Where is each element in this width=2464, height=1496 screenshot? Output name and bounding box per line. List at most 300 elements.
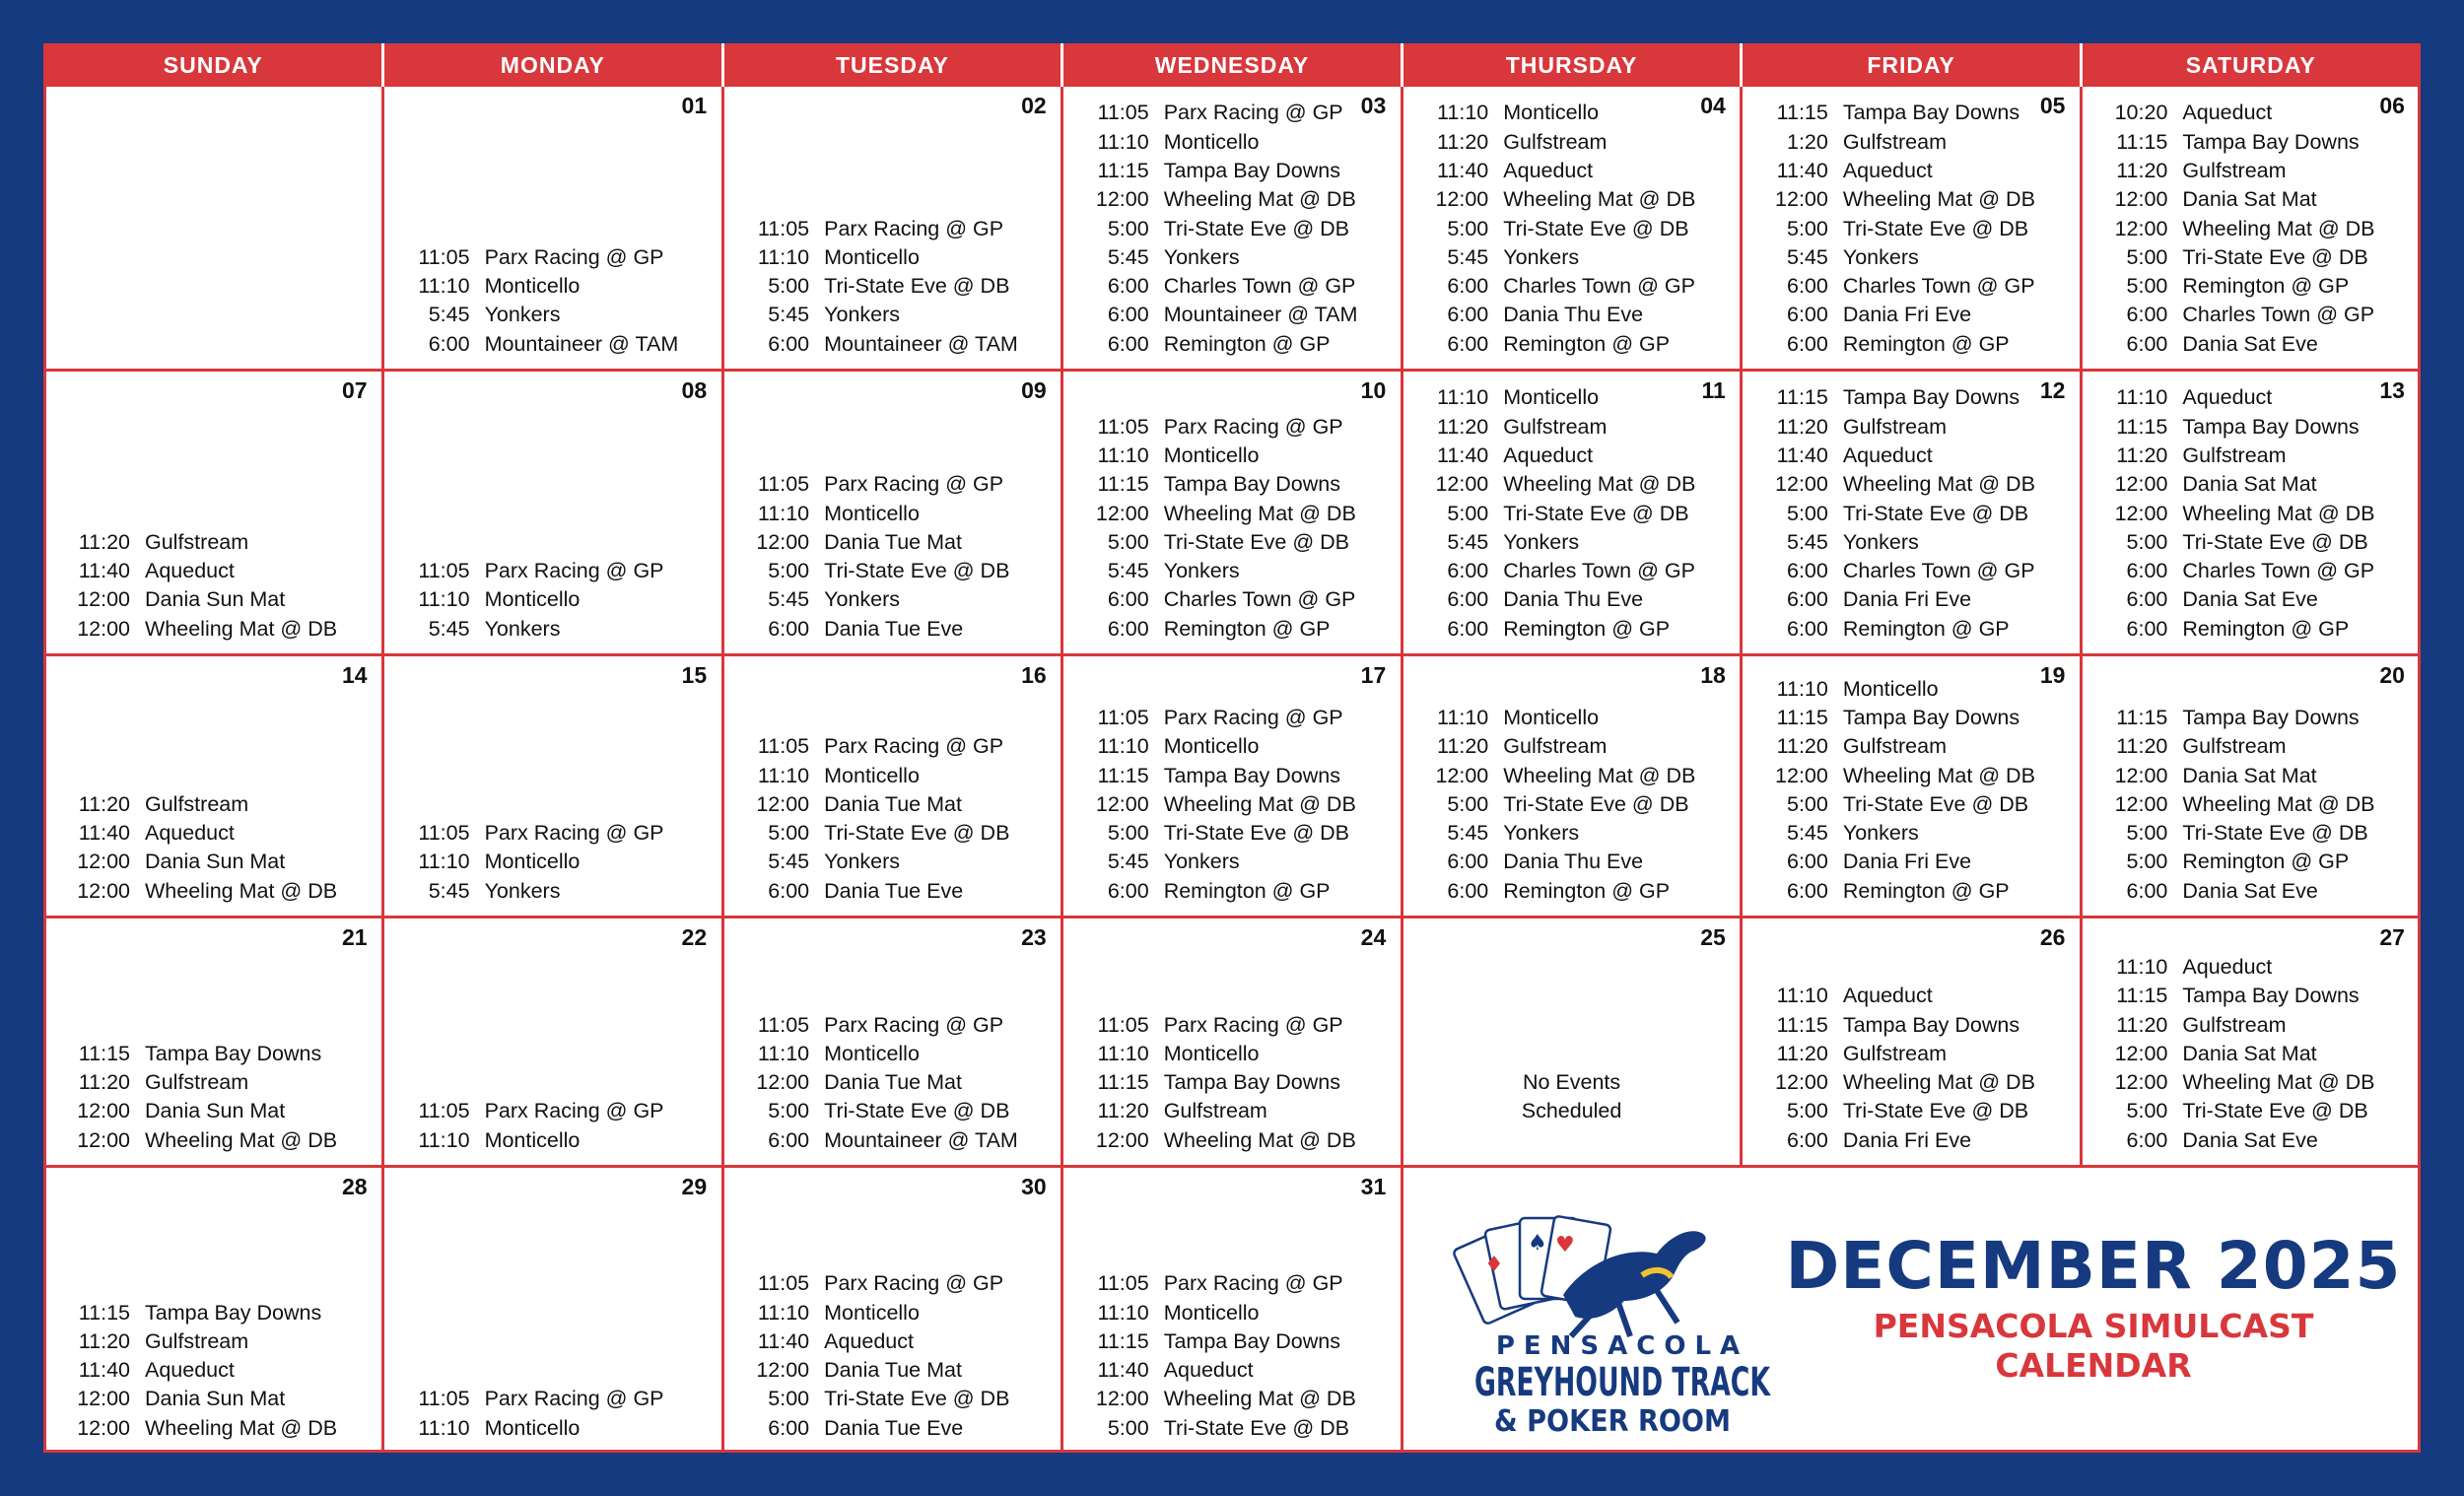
race-event: [43, 819, 383, 848]
day-cell: [1402, 87, 1742, 369]
race-time: 11:10: [418, 587, 470, 612]
race-time: 6:00: [768, 1415, 810, 1440]
race-track: Gulfstream: [2182, 1012, 2287, 1037]
race-event: [2081, 1011, 2421, 1040]
race-event: [1742, 762, 2082, 790]
race-track: Charles Town @ GP: [1503, 274, 1695, 299]
race-time: 12:00: [756, 1358, 810, 1383]
race-event: [1742, 157, 2082, 185]
race-time: 11:20: [1437, 734, 1489, 759]
race-time: 11:15: [1097, 158, 1149, 182]
race-track: Monticello: [1503, 705, 1600, 729]
race-track: Wheeling Mat @ DB: [1163, 1127, 1356, 1152]
race-event: [1402, 848, 1742, 876]
race-track: Tampa Bay Downs: [1163, 158, 1340, 182]
race-time: 11:15: [78, 1300, 130, 1325]
race-time: 5:45: [1107, 244, 1149, 269]
race-track: Parx Racing @ GP: [484, 244, 664, 269]
race-time: 5:00: [1107, 1415, 1149, 1440]
race-track: Dania Tue Mat: [824, 529, 962, 554]
race-time: 11:10: [418, 1415, 470, 1440]
day-number: 30: [1021, 1174, 1047, 1199]
race-time: 12:00: [77, 1127, 130, 1152]
race-track: Tri-State Eve @ DB: [1163, 216, 1349, 240]
race-time: 6:00: [2126, 1127, 2168, 1152]
race-event: [383, 330, 723, 359]
race-track: Dania Sat Eve: [2182, 878, 2318, 903]
race-event: [1742, 128, 2082, 157]
race-track: Yonkers: [1163, 559, 1240, 583]
race-event: [43, 1040, 383, 1068]
race-time: 6:00: [1107, 274, 1149, 299]
race-event: [1742, 470, 2082, 499]
race-event: [722, 848, 1062, 876]
race-event: [1402, 157, 1742, 185]
race-time: 12:00: [2114, 472, 2168, 497]
race-time: 11:05: [418, 821, 470, 846]
race-track: Remington @ GP: [2182, 616, 2350, 641]
race-event: [2081, 99, 2421, 127]
race-track: Parx Racing @ GP: [824, 734, 1004, 759]
race-event: [722, 1068, 1062, 1097]
weekday-header-wednesday: WEDNESDAY: [1154, 52, 1310, 78]
race-track: Gulfstream: [1842, 414, 1947, 439]
grid-row-line: [43, 369, 2421, 372]
day-number: 10: [1360, 377, 1387, 403]
race-track: Tampa Bay Downs: [2182, 984, 2360, 1008]
day-number: 18: [1700, 662, 1726, 688]
race-time: 6:00: [1786, 274, 1828, 299]
race-time: 10:20: [2114, 101, 2168, 125]
day-cell: [2081, 656, 2421, 916]
day-cell: [43, 87, 383, 369]
race-time: 5:00: [768, 559, 810, 583]
race-event: [383, 877, 723, 906]
race-track: Tri-State Eve @ DB: [1842, 1099, 2029, 1123]
race-track: Gulfstream: [2182, 442, 2287, 467]
race-track: Tampa Bay Downs: [145, 1041, 322, 1065]
race-event: [43, 790, 383, 819]
race-event: [722, 215, 1062, 243]
race-event: [1742, 330, 2082, 359]
race-track: Tampa Bay Downs: [2182, 705, 2360, 729]
race-track: Yonkers: [1503, 821, 1580, 846]
race-time: 11:40: [757, 1328, 810, 1353]
race-event: [722, 1040, 1062, 1068]
grid-column-line: [721, 87, 724, 1453]
day-number: 07: [341, 377, 368, 403]
race-event: [1742, 500, 2082, 528]
race-track: Tampa Bay Downs: [2182, 129, 2360, 154]
race-track: Aqueduct: [2182, 101, 2273, 125]
race-track: Aqueduct: [145, 559, 235, 583]
race-time: 11:15: [1776, 101, 1828, 125]
race-track: Wheeling Mat @ DB: [1842, 472, 2035, 497]
race-event: [1062, 1356, 1403, 1385]
day-cell: [1402, 656, 1742, 916]
race-time: 11:20: [78, 791, 130, 816]
race-time: 11:15: [1776, 1012, 1828, 1037]
race-time: 1:20: [1786, 129, 1828, 154]
race-track: Dania Fri Eve: [1842, 303, 1972, 327]
race-event: [1402, 557, 1742, 585]
race-time: 11:20: [78, 1070, 130, 1095]
race-event: [1062, 301, 1403, 329]
race-event: [1062, 762, 1403, 790]
day-number: 12: [2039, 377, 2066, 403]
race-track: Remington @ GP: [1842, 331, 2010, 356]
race-track: Wheeling Mat @ DB: [1503, 763, 1696, 787]
race-event: [383, 301, 723, 329]
race-time: 5:45: [428, 616, 470, 641]
race-event: [722, 790, 1062, 819]
race-event: [1742, 528, 2082, 557]
race-track: Yonkers: [1842, 821, 1919, 846]
grid-column-line: [381, 87, 384, 1453]
race-event: [2081, 215, 2421, 243]
race-track: Parx Racing @ GP: [1163, 1271, 1343, 1296]
race-time: 5:45: [1447, 821, 1489, 846]
race-event: [2081, 528, 2421, 557]
race-event: [1062, 1068, 1403, 1097]
race-event: [1402, 762, 1742, 790]
race-track: Tri-State Eve @ DB: [1163, 529, 1349, 554]
day-number: 16: [1021, 662, 1047, 688]
race-track: Gulfstream: [1163, 1099, 1267, 1123]
race-track: Gulfstream: [145, 1328, 249, 1353]
race-time: 11:40: [1437, 158, 1489, 182]
race-time: 11:20: [2116, 442, 2168, 467]
day-number: 27: [2379, 924, 2405, 950]
day-cell: [2081, 372, 2421, 653]
race-time: 5:00: [1786, 216, 1828, 240]
race-track: Tampa Bay Downs: [1163, 763, 1340, 787]
race-track: Parx Racing @ GP: [484, 821, 664, 846]
race-track: Gulfstream: [145, 1070, 249, 1095]
race-event: [1402, 790, 1742, 819]
race-track: Dania Tue Mat: [824, 1358, 962, 1383]
race-track: Wheeling Mat @ DB: [2182, 791, 2375, 816]
race-time: 6:00: [2126, 616, 2168, 641]
race-time: 11:10: [757, 501, 810, 525]
race-event: [2081, 877, 2421, 906]
race-track: Dania Sat Eve: [2182, 587, 2318, 612]
calendar-grid: [43, 43, 2421, 1453]
weekday-header-thursday: THURSDAY: [1505, 52, 1638, 78]
race-track: Monticello: [484, 274, 581, 299]
race-event: [722, 877, 1062, 906]
race-track: Tampa Bay Downs: [2182, 414, 2360, 439]
day-cell: [1742, 372, 2082, 653]
race-time: 6:00: [1786, 878, 1828, 903]
race-track: Dania Sat Mat: [2182, 472, 2317, 497]
race-track: Mountaineer @ TAM: [1163, 303, 1358, 327]
logo-text-pensacola: PENSACOLA: [1495, 1331, 1749, 1361]
race-track: Wheeling Mat @ DB: [1163, 1387, 1356, 1411]
race-time: 5:00: [2126, 274, 2168, 299]
race-event: [2081, 585, 2421, 614]
day-cell: [43, 918, 383, 1165]
race-event: [1742, 1040, 2082, 1068]
race-time: 11:10: [757, 244, 810, 269]
race-event: [2081, 157, 2421, 185]
race-event: [1742, 615, 2082, 644]
race-time: 5:00: [1107, 529, 1149, 554]
race-track: Monticello: [1163, 442, 1260, 467]
race-time: 11:10: [2116, 954, 2168, 979]
race-event: [1062, 528, 1403, 557]
race-time: 5:45: [1786, 529, 1828, 554]
race-event: [1742, 877, 2082, 906]
race-event: [2081, 330, 2421, 359]
race-event: [1742, 982, 2082, 1010]
race-event: [2081, 982, 2421, 1010]
race-time: 11:15: [1776, 385, 1828, 410]
race-track: Dania Thu Eve: [1503, 850, 1644, 874]
race-time: 11:10: [1097, 1300, 1149, 1325]
race-time: 6:00: [2126, 303, 2168, 327]
race-time: 5:00: [1107, 821, 1149, 846]
race-track: Parx Racing @ GP: [824, 216, 1004, 240]
race-event: [1742, 1126, 2082, 1155]
race-track: Wheeling Mat @ DB: [1503, 187, 1696, 212]
race-time: 11:15: [2116, 414, 2168, 439]
race-track: Tampa Bay Downs: [1842, 1012, 2020, 1037]
day-cell: [722, 1168, 1062, 1453]
race-event: [722, 243, 1062, 272]
race-time: 11:20: [1776, 734, 1828, 759]
race-time: 6:00: [1786, 303, 1828, 327]
race-event: [2081, 704, 2421, 732]
day-cell: [1062, 87, 1403, 369]
race-time: 5:45: [768, 587, 810, 612]
race-event: [383, 848, 723, 876]
race-event: [1062, 848, 1403, 876]
race-track: Tri-State Eve @ DB: [1842, 216, 2029, 240]
race-time: 6:00: [1107, 587, 1149, 612]
race-track: Aqueduct: [1163, 1358, 1254, 1383]
race-event: [1402, 877, 1742, 906]
race-event: [1402, 301, 1742, 329]
grid-row-line: [43, 1450, 2421, 1453]
race-time: 5:00: [2126, 850, 2168, 874]
race-track: Dania Sat Mat: [2182, 763, 2317, 787]
race-time: 11:10: [757, 1300, 810, 1325]
race-event: [1402, 272, 1742, 301]
race-time: 11:10: [1097, 1041, 1149, 1065]
race-time: 11:40: [78, 1358, 130, 1383]
race-track: Charles Town @ GP: [2182, 559, 2375, 583]
no-events-note: No Events Scheduled: [1521, 1070, 1622, 1122]
race-time: 11:05: [757, 216, 810, 240]
race-event: [1062, 272, 1403, 301]
race-track: Dania Sat Eve: [2182, 331, 2318, 356]
race-track: Tri-State Eve @ DB: [2182, 821, 2368, 846]
race-track: Yonkers: [1842, 529, 1919, 554]
race-time: 12:00: [1095, 791, 1149, 816]
svg-text:♦: ♦: [1484, 1253, 1504, 1277]
race-event: [1402, 413, 1742, 442]
race-event: [722, 1126, 1062, 1155]
race-track: Aqueduct: [2182, 954, 2273, 979]
race-time: 6:00: [1107, 303, 1149, 327]
race-event: [1062, 215, 1403, 243]
race-track: Tampa Bay Downs: [1163, 472, 1340, 497]
race-time: 11:05: [418, 1387, 470, 1411]
race-track: Monticello: [484, 1415, 581, 1440]
race-time: 11:10: [757, 763, 810, 787]
race-track: Tri-State Eve @ DB: [1503, 791, 1689, 816]
race-time: 11:20: [1437, 414, 1489, 439]
day-number: 20: [2379, 662, 2405, 688]
race-track: Yonkers: [824, 850, 901, 874]
race-event: [1062, 157, 1403, 185]
calendar-subtitle-line2: CALENDAR: [1995, 1346, 2192, 1385]
race-time: 11:10: [1097, 129, 1149, 154]
day-cell: [43, 1168, 383, 1453]
race-time: 6:00: [1447, 587, 1489, 612]
day-number: 25: [1700, 924, 1726, 950]
race-track: Dania Sun Mat: [145, 1387, 286, 1411]
race-track: Monticello: [484, 850, 581, 874]
race-event: [2081, 383, 2421, 412]
race-event: [1402, 185, 1742, 214]
race-event: [43, 1299, 383, 1327]
race-track: Dania Fri Eve: [1842, 850, 1972, 874]
day-cell: [1062, 918, 1403, 1165]
race-time: 6:00: [1447, 331, 1489, 356]
race-time: 11:15: [78, 1041, 130, 1065]
race-time: 5:00: [1447, 216, 1489, 240]
race-event: [722, 1414, 1062, 1443]
weekday-header-row: [43, 43, 2421, 87]
race-track: Gulfstream: [1842, 129, 1947, 154]
race-event: [43, 1068, 383, 1097]
race-track: Tri-State Eve @ DB: [824, 1387, 1010, 1411]
race-track: Dania Tue Mat: [824, 791, 962, 816]
day-cell: [722, 372, 1062, 653]
race-time: 11:10: [1437, 705, 1489, 729]
race-event: [1402, 330, 1742, 359]
race-event: [43, 1356, 383, 1385]
race-track: Yonkers: [484, 616, 561, 641]
race-time: 5:00: [2126, 529, 2168, 554]
race-track: Dania Sat Mat: [2182, 187, 2317, 212]
race-track: Tri-State Eve @ DB: [1842, 791, 2029, 816]
race-event: [1742, 675, 2082, 704]
race-event: [1742, 185, 2082, 214]
race-track: Remington @ GP: [1842, 616, 2010, 641]
day-number: 28: [341, 1174, 368, 1199]
race-time: 11:10: [1097, 442, 1149, 467]
race-track: Wheeling Mat @ DB: [2182, 216, 2375, 240]
day-number: 24: [1360, 924, 1387, 950]
grid-column-line: [1061, 87, 1063, 1453]
race-time: 11:10: [1437, 101, 1489, 125]
race-time: 12:00: [1775, 1070, 1828, 1095]
race-time: 11:05: [1097, 1271, 1149, 1296]
race-time: 11:15: [2116, 129, 2168, 154]
race-track: Dania Thu Eve: [1503, 587, 1644, 612]
race-track: Wheeling Mat @ DB: [2182, 501, 2375, 525]
day-cell: [2081, 918, 2421, 1165]
race-event: [1742, 1011, 2082, 1040]
race-time: 5:45: [768, 303, 810, 327]
race-time: 6:00: [1447, 878, 1489, 903]
race-time: 11:15: [1776, 705, 1828, 729]
race-time: 5:00: [1107, 216, 1149, 240]
race-track: Tampa Bay Downs: [1163, 1328, 1340, 1353]
race-track: Gulfstream: [1503, 129, 1608, 154]
race-track: Charles Town @ GP: [2182, 303, 2375, 327]
race-time: 6:00: [768, 331, 810, 356]
day-number: 17: [1360, 662, 1387, 688]
race-event: [383, 1126, 723, 1155]
race-track: Aqueduct: [824, 1328, 914, 1353]
day-number: 02: [1021, 93, 1047, 118]
race-event: [1402, 528, 1742, 557]
race-event: [1062, 243, 1403, 272]
race-event: [43, 585, 383, 614]
race-time: 6:00: [2126, 559, 2168, 583]
race-event: [2081, 557, 2421, 585]
race-time: 12:00: [2114, 1041, 2168, 1065]
race-event: [1742, 819, 2082, 848]
race-track: Monticello: [824, 763, 920, 787]
race-time: 12:00: [2114, 501, 2168, 525]
race-track: Aqueduct: [145, 1358, 235, 1383]
day-number: 05: [2039, 93, 2066, 118]
race-event: [722, 585, 1062, 614]
header-separator: [381, 43, 384, 87]
race-time: 11:20: [1097, 1099, 1149, 1123]
race-time: 12:00: [77, 878, 130, 903]
race-track: Remington @ GP: [2182, 274, 2350, 299]
race-event: [722, 330, 1062, 359]
race-track: Dania Tue Eve: [824, 878, 964, 903]
race-track: Monticello: [824, 244, 920, 269]
day-cell: [1062, 656, 1403, 916]
race-event: [2081, 272, 2421, 301]
race-track: Tampa Bay Downs: [1163, 1070, 1340, 1095]
race-time: 11:20: [1437, 129, 1489, 154]
race-time: 11:10: [418, 1127, 470, 1152]
race-track: Yonkers: [824, 303, 901, 327]
race-event: [722, 1011, 1062, 1040]
race-time: 11:10: [1097, 734, 1149, 759]
race-track: Charles Town @ GP: [1842, 559, 2035, 583]
weekday-header-saturday: SATURDAY: [2185, 52, 2316, 78]
race-track: Tri-State Eve @ DB: [824, 274, 1010, 299]
grid-border-line: [2418, 87, 2421, 1453]
race-time: 5:00: [768, 274, 810, 299]
race-track: Monticello: [484, 1127, 581, 1152]
race-time: 6:00: [2126, 587, 2168, 612]
race-time: 11:40: [78, 821, 130, 846]
race-event: [43, 528, 383, 557]
race-event: [2081, 1068, 2421, 1097]
race-event: [383, 1097, 723, 1125]
race-event: [2081, 1040, 2421, 1068]
race-event: [722, 470, 1062, 499]
race-time: 5:45: [428, 878, 470, 903]
race-event: [1742, 301, 2082, 329]
race-time: 5:00: [768, 1099, 810, 1123]
weekday-header-sunday: SUNDAY: [163, 52, 263, 78]
race-event: [1742, 585, 2082, 614]
race-time: 11:05: [1097, 101, 1149, 125]
race-event: [1742, 272, 2082, 301]
